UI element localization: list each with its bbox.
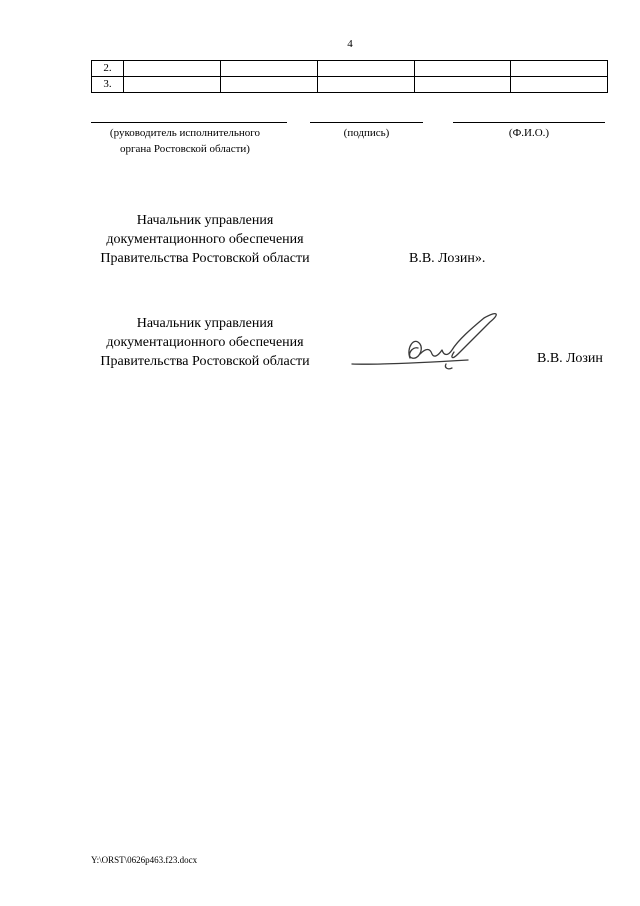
table-cell: [124, 61, 221, 77]
head-signature-line: [91, 122, 287, 123]
handwritten-signature-icon: [348, 310, 508, 376]
signature-caption: (подпись): [343, 127, 390, 139]
table-cell: [415, 61, 511, 77]
table-row: [92, 61, 608, 77]
signature-line: [310, 122, 423, 123]
table-cell: [124, 77, 221, 93]
signed-block-name: В.В. Лозин: [537, 351, 603, 366]
table-cell: [221, 77, 318, 93]
table-cell: [318, 61, 415, 77]
data-table: [91, 60, 608, 93]
head-caption-line-2: органа Ростовской области): [120, 143, 250, 155]
table-cell: [511, 61, 608, 77]
title-line: Правительства Ростовской области: [100, 354, 310, 369]
table-row: [92, 77, 608, 93]
table-cell: [415, 77, 511, 93]
quoted-block-name: В.В. Лозин».: [409, 251, 486, 266]
title-line: Начальник управления: [136, 316, 274, 331]
head-caption-line-1: (руководитель исполнительного: [109, 127, 261, 139]
head-caption: [80, 125, 290, 157]
row-number: 3.: [92, 77, 124, 93]
fio-line: [453, 122, 605, 123]
title-line: документационного обеспечения: [106, 232, 304, 247]
fio-caption: (Ф.И.О.): [508, 127, 550, 139]
page-number: 4: [347, 38, 353, 50]
title-line: Правительства Ростовской области: [100, 251, 310, 266]
table-cell: [221, 61, 318, 77]
title-line: Начальник управления: [136, 213, 274, 228]
quoted-block-title: [86, 211, 324, 268]
row-number: 2.: [92, 61, 124, 77]
file-path-footer: Y:\ORST\0626p463.f23.docx: [91, 855, 198, 865]
title-line: документационного обеспечения: [106, 335, 304, 350]
table-cell: [511, 77, 608, 93]
table-cell: [318, 77, 415, 93]
signed-block-title: [86, 314, 324, 371]
